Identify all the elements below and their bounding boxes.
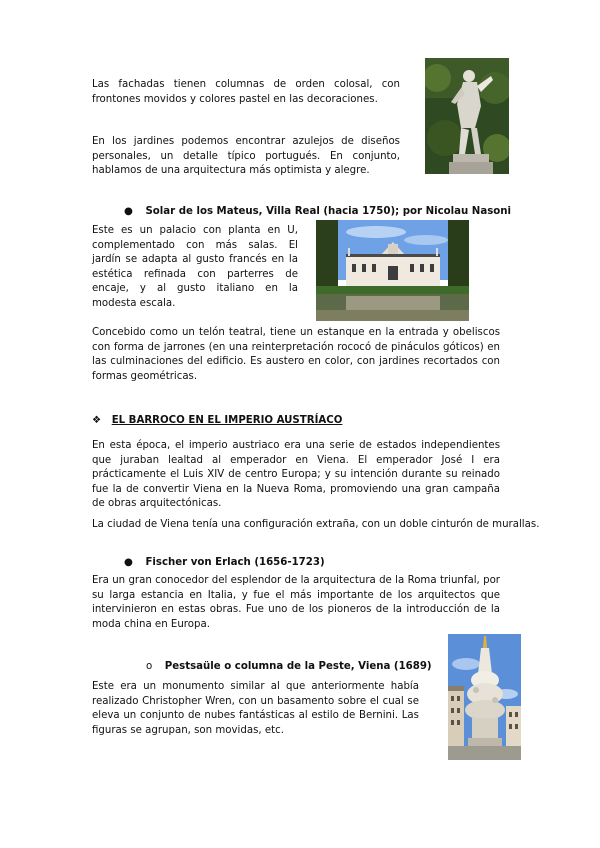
bullet-title: Pestsaüle o columna de la Peste, Viena (1689) [164,661,432,672]
bullet-heading-pestsaule [146,660,432,674]
paragraph-fachadas: Las fachadas tienen columnas de orden colosal, con frontones movidos y colores pastel en las decoraciones. [92,79,400,105]
diamond-bullet-icon: ❖ [92,415,102,426]
bullet-title: Fischer von Erlach (1656-1723) [145,557,325,568]
bullet-heading-mateus [124,205,511,219]
section-title: EL BARROCO EN EL IMPERIO AUSTRÍACO [111,415,343,426]
bullet-marker: ● [124,557,133,568]
paragraph-pestsaule: Este era un monumento similar al que anteriormente había realizado Christopher Wren, con un basamento sobre el cual se eleva un conjunto de nubes fantásticas al estilo de Bernini. Las figuras se agrupan, son movidas, etc. [92,681,419,736]
bullet-heading-fischer [124,556,325,570]
bullet-marker: ● [124,206,133,217]
section-heading-austria [92,414,342,428]
paragraph-imperio: En esta época, el imperio austriaco era una serie de estados independientes que juraban lealtad al emperador en Viena. El emperador José I era prácticamente el Luis XIV de centro Europa; y su intención durante su reinado fue la de convertir Viena en la Nueva Roma, promoviendo una gran campaña de obras arquitectónicas. [92,440,500,510]
paragraph-telon: Concebido como un telón teatral, tiene un estanque en la entrada y obeliscos con forma de jarrones (en una reinterpretación rococó de pináculos góticos) en las culminaciones del edificio. Es austero en color, con jardines recortados con formas geométricas. [92,327,500,382]
paragraph-viena: La ciudad de Viena tenía una configuración extraña, con un doble cinturón de murallas. [92,519,540,530]
paragraph-fischer: Era un gran conocedor del esplendor de la arquitectura de la Roma triunfal, por su larga estancia en Italia, y fue el más importante de los arquitectos que intervinieron en estas obras. Fue uno de los pioneros de la introducción de la moda china en Europa. [92,575,500,630]
statue-photo [425,58,509,174]
paragraph-palacio: Este es un palacio con planta en U, complementado con más salas. El jardín se adapta al gusto francés en la estética refinada con parterres de encaje, y al gusto italiano en la modesta escala. [92,225,298,309]
paragraph-jardines: En los jardines podemos encontrar azulejos de diseños personales, un detalle típico portugués. En conjunto, hablamos de una arquitectura más optimista y alegre. [92,136,400,177]
mateus-palace-photo [316,220,469,321]
bullet-title: Solar de los Mateus, Villa Real (hacia 1750); por Nicolau Nasoni [145,206,512,217]
plague-column-photo [448,634,521,760]
bullet-marker: o [146,661,153,672]
